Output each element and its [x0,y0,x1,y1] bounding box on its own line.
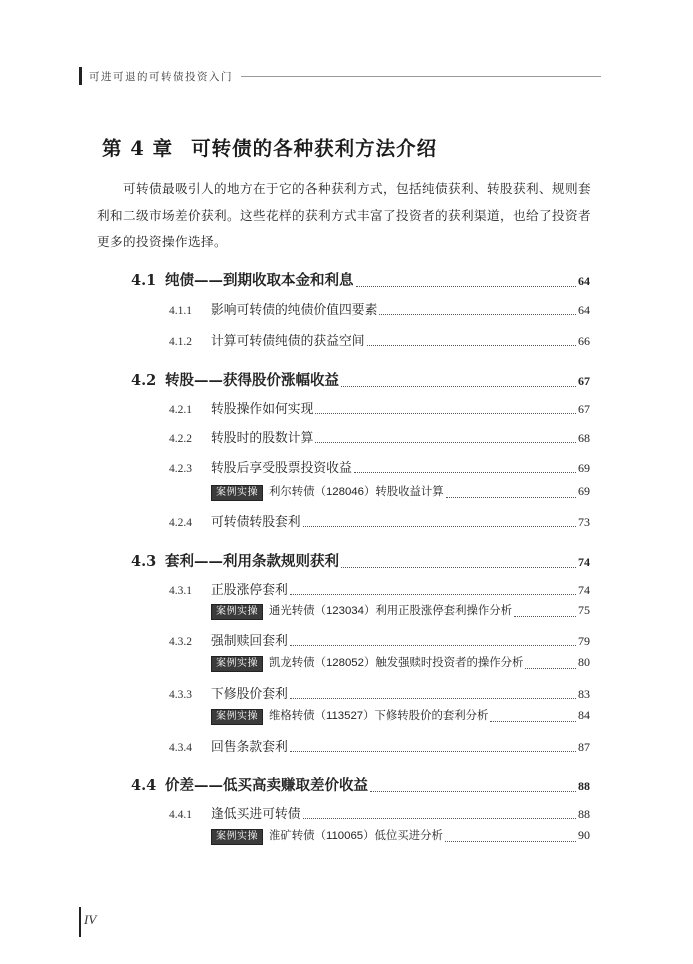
toc-page-number: 73 [578,515,590,529]
toc-entry[interactable] [169,427,590,446]
toc-title: 影响可转债的纯债价值四要素 [211,303,378,318]
toc-title: 逢低买进可转债 [211,807,301,822]
toc-page-number: 68 [578,431,590,445]
toc-section-number: 4.1.1 [169,305,192,317]
toc-entry[interactable] [169,330,590,349]
toc-page-number: 87 [578,740,590,754]
toc-section-number: 4.2.2 [169,433,192,445]
toc-leader-dots [290,593,576,595]
toc-entry[interactable] [169,457,590,476]
toc-page-number: 88 [578,779,590,793]
toc-title: 利尔转债（128046）转股收益计算 [269,486,444,498]
toc-page-number: 90 [578,828,590,842]
toc-section-number: 4.1 [131,272,157,289]
toc-title: 凯龙转债（128052）触发强赎时投资者的操作分析 [269,657,524,669]
toc-page-number: 66 [578,334,590,348]
toc-case-entry[interactable] [211,707,590,725]
toc-leader-dots [290,644,576,646]
toc-section-number: 4.3.3 [169,689,192,701]
case-badge: 案例实操 [211,604,263,620]
toc-section-number: 4.4 [131,777,157,794]
toc-entry[interactable] [131,774,590,795]
toc-leader-dots [356,285,577,287]
toc-leader-dots [290,750,576,752]
chapter-title: 可转债的各种获利方法介绍 [191,137,438,160]
toc-title: 通光转债（123034）利用正股涨停套利操作分析 [269,605,513,617]
toc-title: 转股——获得股价涨幅收益 [165,372,339,389]
toc-title: 转股时的股数计算 [211,431,314,446]
toc-entry[interactable] [169,398,590,417]
toc-entry[interactable] [169,299,590,318]
toc-section-number: 4.2 [131,372,157,389]
toc-leader-dots [525,667,576,669]
toc-title: 强制赎回套利 [211,634,288,649]
toc-title: 回售条款套利 [211,740,288,755]
toc-section-number: 4.3.2 [169,636,192,648]
toc-leader-dots [514,615,576,617]
toc-entry[interactable] [169,511,590,530]
toc-case-entry[interactable] [211,602,590,620]
toc-entry[interactable] [169,736,590,755]
toc-page-number: 69 [578,484,590,498]
toc-section-number: 4.4.1 [169,809,192,821]
toc-page-number: 80 [578,655,590,669]
running-header [79,66,601,86]
toc-leader-dots [290,697,576,699]
toc-section-number: 4.2.3 [169,463,192,475]
toc-title: 可转债转股套利 [211,515,301,530]
toc-leader-dots [303,817,576,819]
toc-page-number: 84 [578,708,590,722]
toc-leader-dots [315,441,576,443]
toc-page-number: 67 [578,374,590,388]
toc-entry[interactable] [131,269,590,290]
toc-entry[interactable] [169,683,590,702]
toc-title: 纯债——到期收取本金和利息 [165,272,354,289]
toc-entry[interactable] [169,630,590,649]
page-number: IV [84,912,97,927]
toc-leader-dots [379,313,576,315]
toc-case-entry[interactable] [211,654,590,672]
toc-case-entry[interactable] [211,827,590,845]
toc-page-number: 88 [578,807,590,821]
toc-page-number: 74 [578,583,590,597]
header-bar [79,67,82,85]
toc-title: 维格转债（113527）下修转股价的套利分析 [269,710,489,722]
case-badge: 案例实操 [211,709,263,725]
toc-leader-dots [367,344,576,346]
toc-section-number: 4.1.2 [169,336,192,348]
case-badge: 案例实操 [211,656,263,672]
toc-title: 转股后享受股票投资收益 [211,461,352,476]
toc-title: 计算可转债纯债的获益空间 [211,334,365,349]
toc-section-number: 4.3.4 [169,742,192,754]
toc-leader-dots [341,385,576,387]
running-title: 可进可退的可转债投资入门 [89,70,233,83]
chapter-intro: 可转债最吸引人的地方在于它的各种获利方式，包括纯债获利、转股获利、规则套利和二级市场差价获利。这些花样的获利方式丰富了投资者的获利渠道，也给了投资者更多的投资操作选择。 [97,181,591,249]
header-rule [241,76,601,77]
toc-leader-dots [354,471,576,473]
toc-leader-dots [315,412,576,414]
toc-title: 价差——低买高卖赚取差价收益 [165,777,368,794]
toc-section-number: 4.2.1 [169,404,192,416]
chapter-heading [102,133,437,161]
toc-section-number: 4.2.4 [169,517,192,529]
toc-page-number: 75 [578,603,590,617]
toc-section-number: 4.3.1 [169,585,192,597]
chapter-number: 第 4 章 [102,137,174,160]
footer-bar [79,907,81,937]
toc-page-number: 74 [578,555,590,569]
toc-page-number: 67 [578,402,590,416]
toc-page-number: 64 [578,303,590,317]
toc-title: 套利——利用条款规则获利 [165,553,339,570]
case-badge: 案例实操 [211,829,263,845]
toc-leader-dots [446,496,576,498]
toc-page-number: 79 [578,634,590,648]
toc-leader-dots [370,790,576,792]
toc-title: 转股操作如何实现 [211,402,314,417]
case-badge: 案例实操 [211,485,263,501]
toc-case-entry[interactable] [211,483,590,501]
toc-page-number: 83 [578,687,590,701]
toc-entry[interactable] [131,550,590,571]
toc-leader-dots [445,840,576,842]
toc-leader-dots [341,566,576,568]
toc-section-number: 4.3 [131,553,157,570]
toc-title: 淮矿转债（110065）低位买进分析 [269,830,443,842]
toc-entry[interactable] [169,579,590,598]
toc-title: 正股涨停套利 [211,583,288,598]
toc-page-number: 64 [578,274,590,288]
toc-entry[interactable] [169,803,590,822]
toc-page-number: 69 [578,461,590,475]
toc-entry[interactable] [131,369,590,390]
toc-leader-dots [490,720,576,722]
toc-leader-dots [303,525,576,527]
toc-title: 下修股价套利 [211,687,288,702]
